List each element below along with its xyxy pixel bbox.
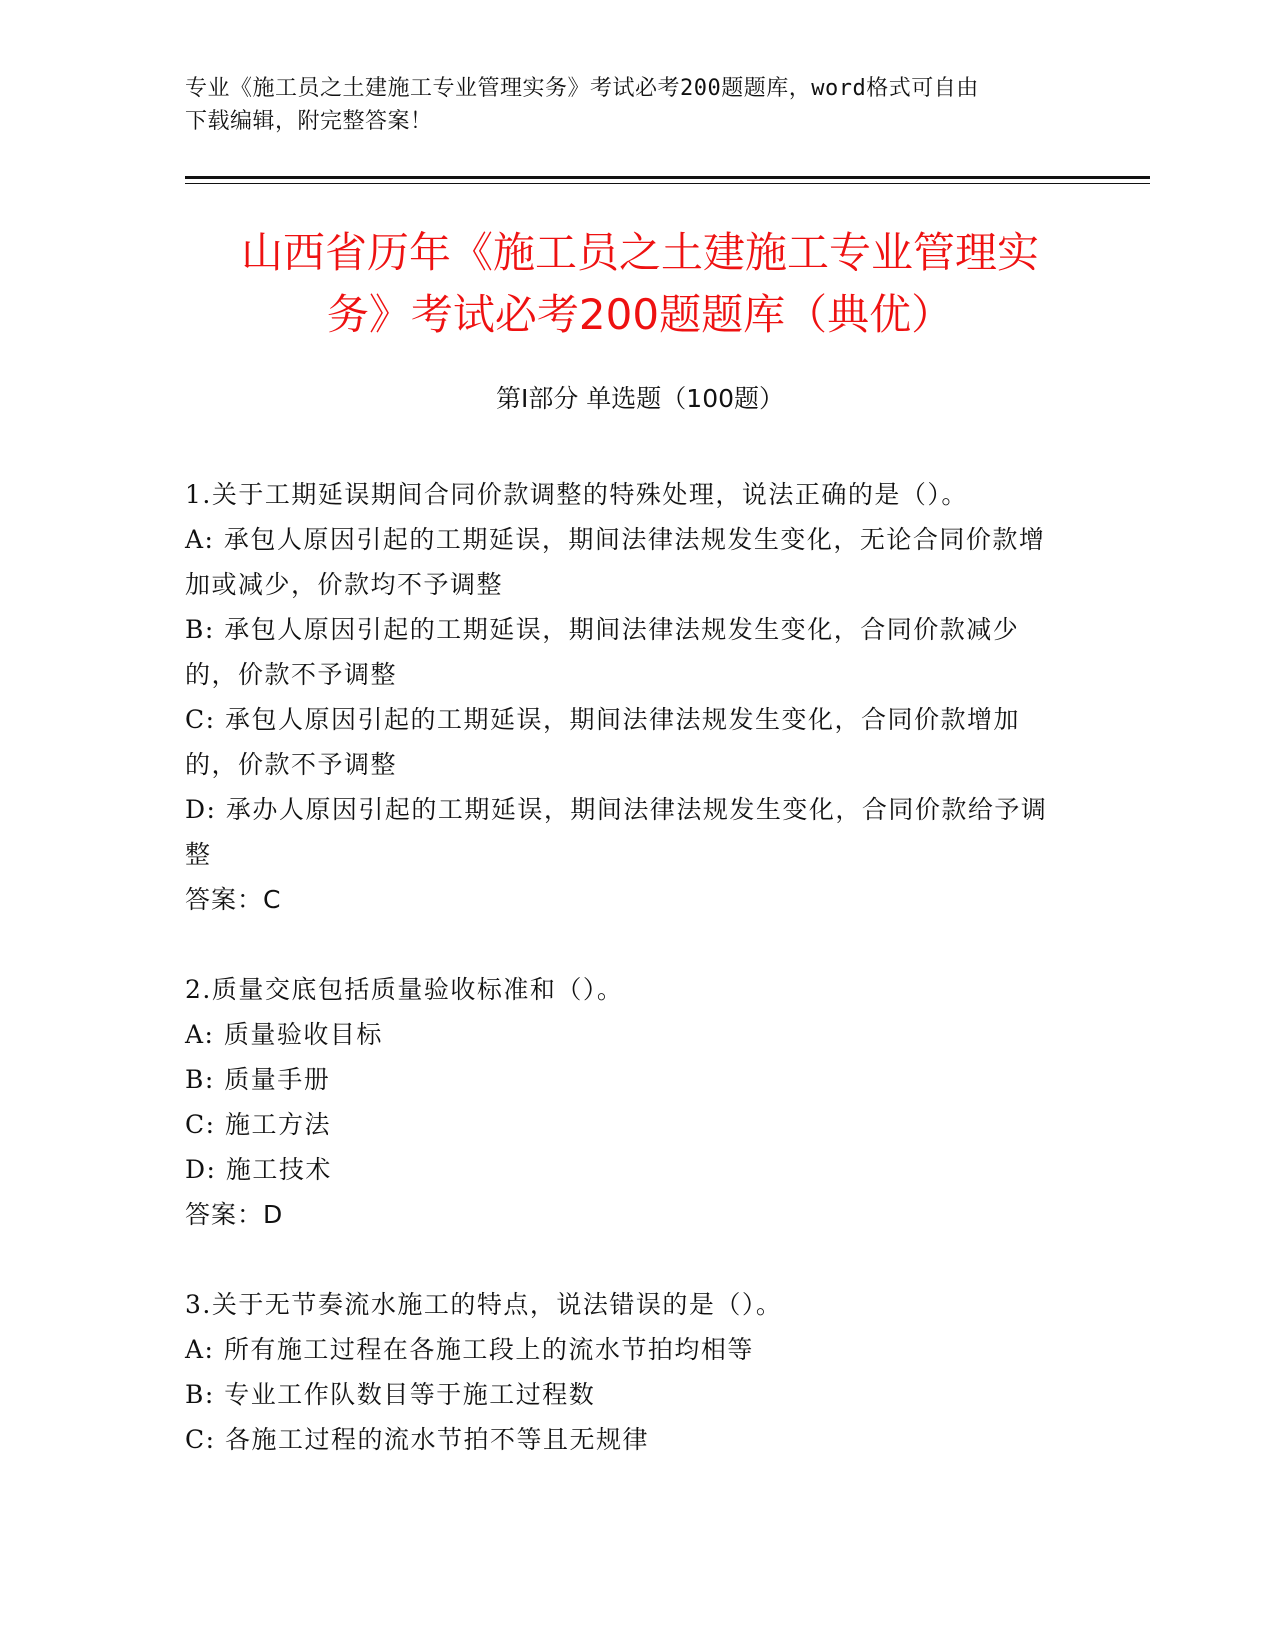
question-stem: 1.关于工期延误期间合同价款调整的特殊处理，说法正确的是（）。 (185, 480, 968, 509)
question-3 (185, 1282, 1065, 1462)
answer: 答案：C (185, 885, 282, 914)
question-stem: 2.质量交底包括质量验收标准和（）。 (185, 975, 624, 1004)
question-list (185, 472, 1065, 1507)
option-c: C: 施工方法 (185, 1110, 331, 1139)
question-2 (185, 967, 1065, 1237)
header-rule-thin (185, 183, 1150, 184)
header-rule-thick (185, 176, 1150, 179)
option-d: D: 承办人原因引起的工期延误，期间法律法规发生变化，合同价款给予调整 (185, 795, 1048, 869)
question-stem: 3.关于无节奏流水施工的特点，说法错误的是（）。 (185, 1290, 783, 1319)
question-1 (185, 472, 1065, 922)
document-title-line-2: 务》考试必考200题题库（典优） (326, 290, 954, 339)
option-b: B: 专业工作队数目等于施工过程数 (185, 1380, 596, 1409)
option-a: A: 承包人原因引起的工期延误，期间法律法规发生变化，无论合同价款增加或减少，价款均不予调整 (185, 525, 1046, 599)
option-d: D: 施工技术 (185, 1155, 332, 1184)
option-b: B: 质量手册 (185, 1065, 331, 1094)
document-title-line-1: 山西省历年《施工员之土建施工专业管理实 (240, 228, 1039, 277)
option-c: C: 各施工过程的流水节拍不等且无规律 (185, 1425, 649, 1454)
header-note-line-1: 专业《施工员之土建施工专业管理实务》考试必考200题题库，word格式可自由 (185, 76, 979, 101)
answer: 答案：D (185, 1200, 284, 1229)
option-c: C: 承包人原因引起的工期延误，期间法律法规发生变化，合同价款增加的，价款不予调整 (185, 705, 1021, 779)
document-title (160, 222, 1120, 346)
option-b: B: 承包人原因引起的工期延误，期间法律法规发生变化，合同价款减少的，价款不予调整 (185, 615, 1020, 689)
header-note (185, 72, 1065, 138)
option-a: A: 质量验收目标 (185, 1020, 383, 1049)
section-heading: 第Ⅰ部分 单选题（100题） (495, 384, 785, 413)
header-note-line-2: 下载编辑，附完整答案！ (185, 109, 433, 134)
option-a: A: 所有施工过程在各施工段上的流水节拍均相等 (185, 1335, 754, 1364)
